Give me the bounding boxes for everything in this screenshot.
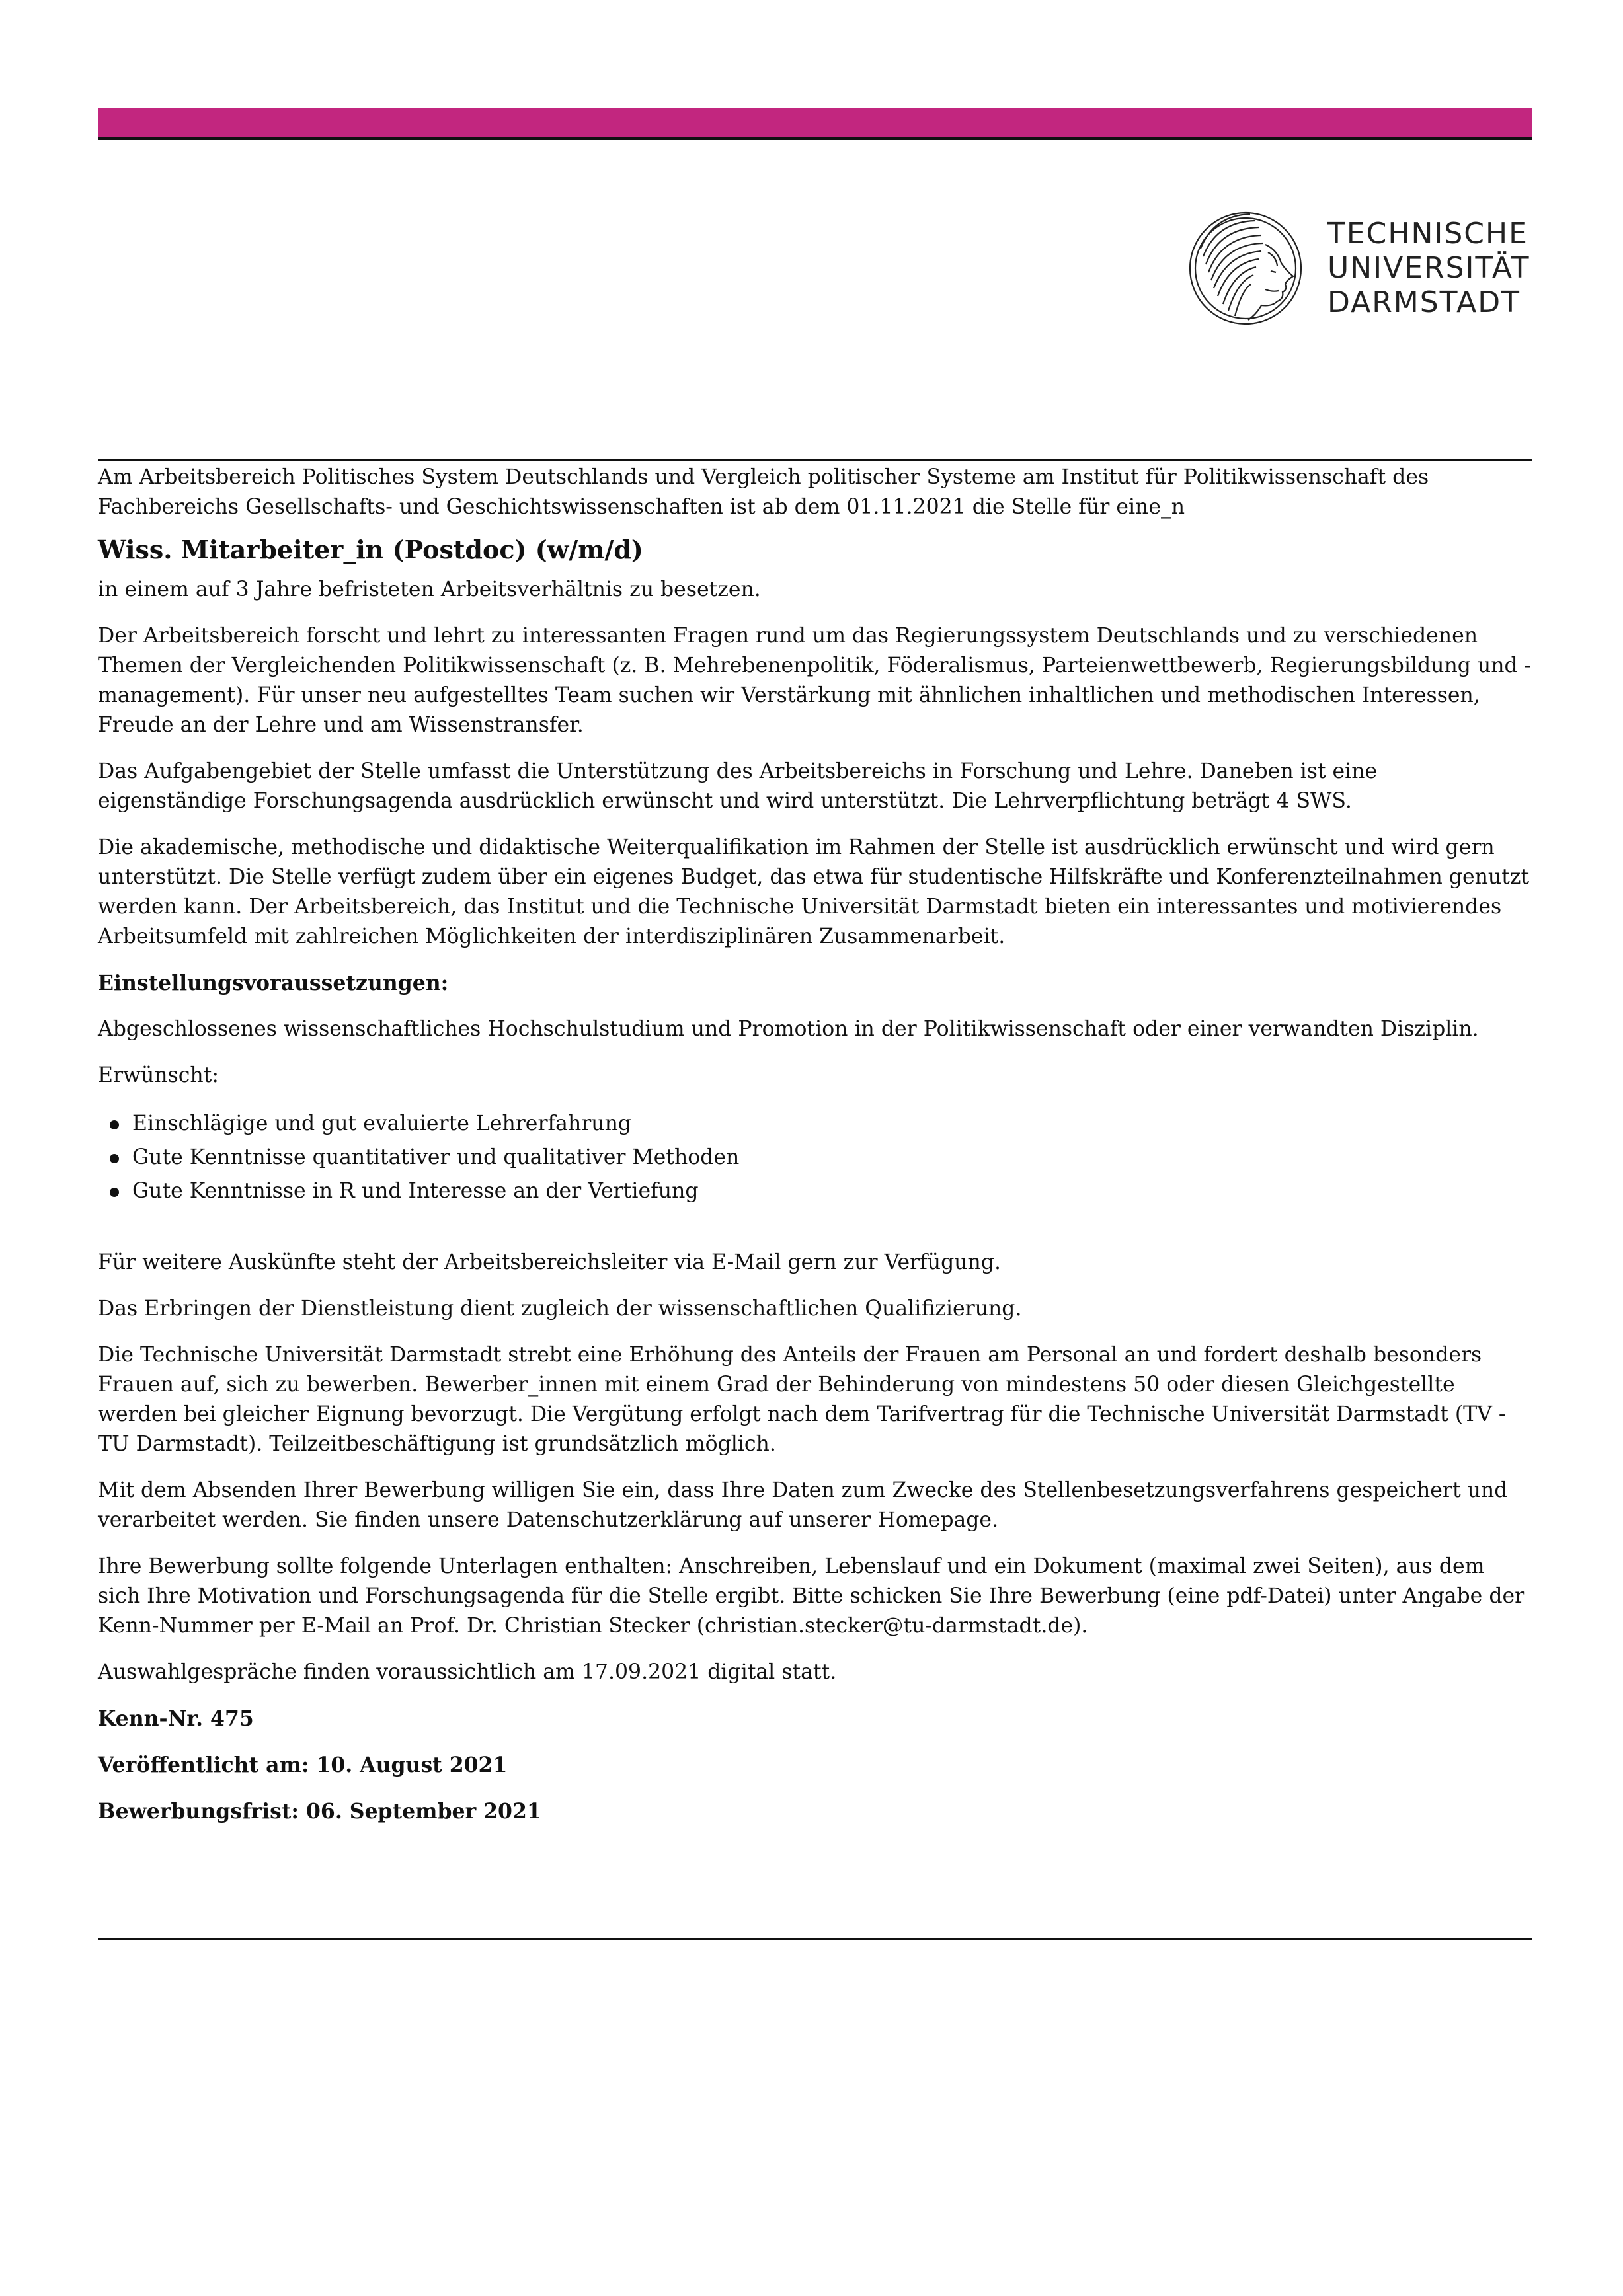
job-title: Wiss. Mitarbeiter_in (Postdoc) (w/m/d) [98,535,643,564]
requirements-text: Abgeschlossenes wissenschaftliches Hochschulstudium und Promotion in der Politikwissenschaft oder einer verwandten Disziplin. [98,1017,1479,1041]
interview-paragraph: Auswahlgespräche finden voraussichtlich am 17.09.2021 digital statt. [98,1660,837,1684]
university-name-line-3: DARMSTADT [1327,286,1521,319]
header-accent-bar [98,108,1532,137]
university-name-line-1: TECHNISCHE [1327,217,1528,250]
published-date: Veröffentlicht am: 10. August 2021 [98,1753,508,1777]
desired-label: Erwünscht: [98,1063,219,1087]
application-paragraph: Ihre Bewerbung sollte folgende Unterlagen enthalten: Anschreiben, Lebenslauf und ein Dokument (maximal zwei Seiten), aus dem sich Ihre Motivation und Forschungsagenda für die Stelle ergibt. Bitte schicken Sie Ihre Bewerbung (eine pdf-Datei) unter Angabe der Kenn-Nummer per E-Mail an Prof. Dr. Christian Stecker (christian.stecker@tu-darmstadt.de). [98,1554,1525,1638]
list-item [98,1141,1532,1174]
content-top-rule [98,459,1532,461]
list-item [98,1174,1532,1208]
list-item-text: Einschlägige und gut evaluierte Lehrerfahrung [132,1112,632,1135]
university-name [1327,217,1530,320]
intro-paragraph: Am Arbeitsbereich Politisches System Deutschlands und Vergleich politischer Systeme am Institut für Politikwissenschaft des Fachbereichs Gesellschafts- und Geschichtswissenschaften ist ab dem 01.11.2021 die Stelle für eine_n [98,465,1429,519]
contact-paragraph: Für weitere Auskünfte steht der Arbeitsbereichsleiter via E-Mail gern zur Verfügung. [98,1250,1002,1274]
description-paragraph: Der Arbeitsbereich forscht und lehrt zu interessanten Fragen rund um das Regierungssystem Deutschlands und zu verschiedenen Themen der Vergleichenden Politikwissenschaft (z. B. Mehrebenenpolitik, Föderalismus, Parteienwettbewerb, Regierungsbildung und -management). Für unser neu aufgestelltes Team suchen wir Verstärkung mit ähnlichen inhaltlichen und methodischen Interessen, Freude an der Lehre und am Wissenstransfer. [98,624,1532,737]
reference-number: Kenn-Nr. 475 [98,1706,254,1731]
athena-head-seal-icon [1187,202,1303,334]
desired-list [98,1107,1532,1208]
university-logo [1187,202,1544,334]
content-bottom-rule [98,1938,1532,1940]
tasks-paragraph: Das Aufgabengebiet der Stelle umfasst die Unterstützung des Arbeitsbereichs in Forschung und Lehre. Daneben ist eine eigenständige Forschungsagenda ausdrücklich erwünscht und wird unterstützt. Die Lehrverpflichtung beträgt 4 SWS. [98,759,1378,813]
term-paragraph: in einem auf 3 Jahre befristeten Arbeitsverhältnis zu besetzen. [98,578,761,601]
bullet-icon [110,1154,119,1163]
application-deadline: Bewerbungsfrist: 06. September 2021 [98,1799,541,1823]
list-item [98,1107,1532,1141]
development-paragraph: Die akademische, methodische und didaktische Weiterqualifikation im Rahmen der Stelle ist ausdrücklich erwünscht und wird gern unterstützt. Die Stelle verfügt zudem über ein eigenes Budget, das etwa für studentische Hilfskräfte und Konferenzteilnahmen genutzt werden kann. Der Arbeitsbereich, das Institut und die Technische Universität Darmstadt bieten ein interessantes und motivierendes Arbeitsumfeld mit zahlreichen Möglichkeiten der interdisziplinären Zusammenarbeit. [98,835,1530,948]
list-item-text: Gute Kenntnisse in R und Interesse an der Vertiefung [132,1179,699,1203]
header-rule [98,137,1532,140]
university-name-line-2: UNIVERSITÄT [1327,251,1530,285]
requirements-heading: Einstellungsvoraussetzungen: [98,971,449,995]
job-posting-body [98,463,1532,1843]
equality-paragraph: Die Technische Universität Darmstadt strebt eine Erhöhung des Anteils der Frauen am Personal an und fordert deshalb besonders Frauen auf, sich zu bewerben. Bewerber_innen mit einem Grad der Behinderung von mindestens 50 oder diesen Gleichgestellte werden bei gleicher Eignung bevorzugt. Die Vergütung erfolgt nach dem Tarifvertrag für die Technische Universität Darmstadt (TV - TU Darmstadt). Teilzeitbeschäftigung ist grundsätzlich möglich. [98,1343,1506,1456]
list-item-text: Gute Kenntnisse quantitativer und qualitativer Methoden [132,1145,740,1169]
qualification-paragraph: Das Erbringen der Dienstleistung dient zugleich der wissenschaftlichen Qualifizierung. [98,1297,1022,1320]
bullet-icon [110,1120,119,1129]
privacy-paragraph: Mit dem Absenden Ihrer Bewerbung willigen Sie ein, dass Ihre Daten zum Zwecke des Stellenbesetzungsverfahrens gespeichert und verarbeitet werden. Sie finden unsere Datenschutzerklärung auf unserer Homepage. [98,1478,1508,1532]
bullet-icon [110,1188,119,1197]
